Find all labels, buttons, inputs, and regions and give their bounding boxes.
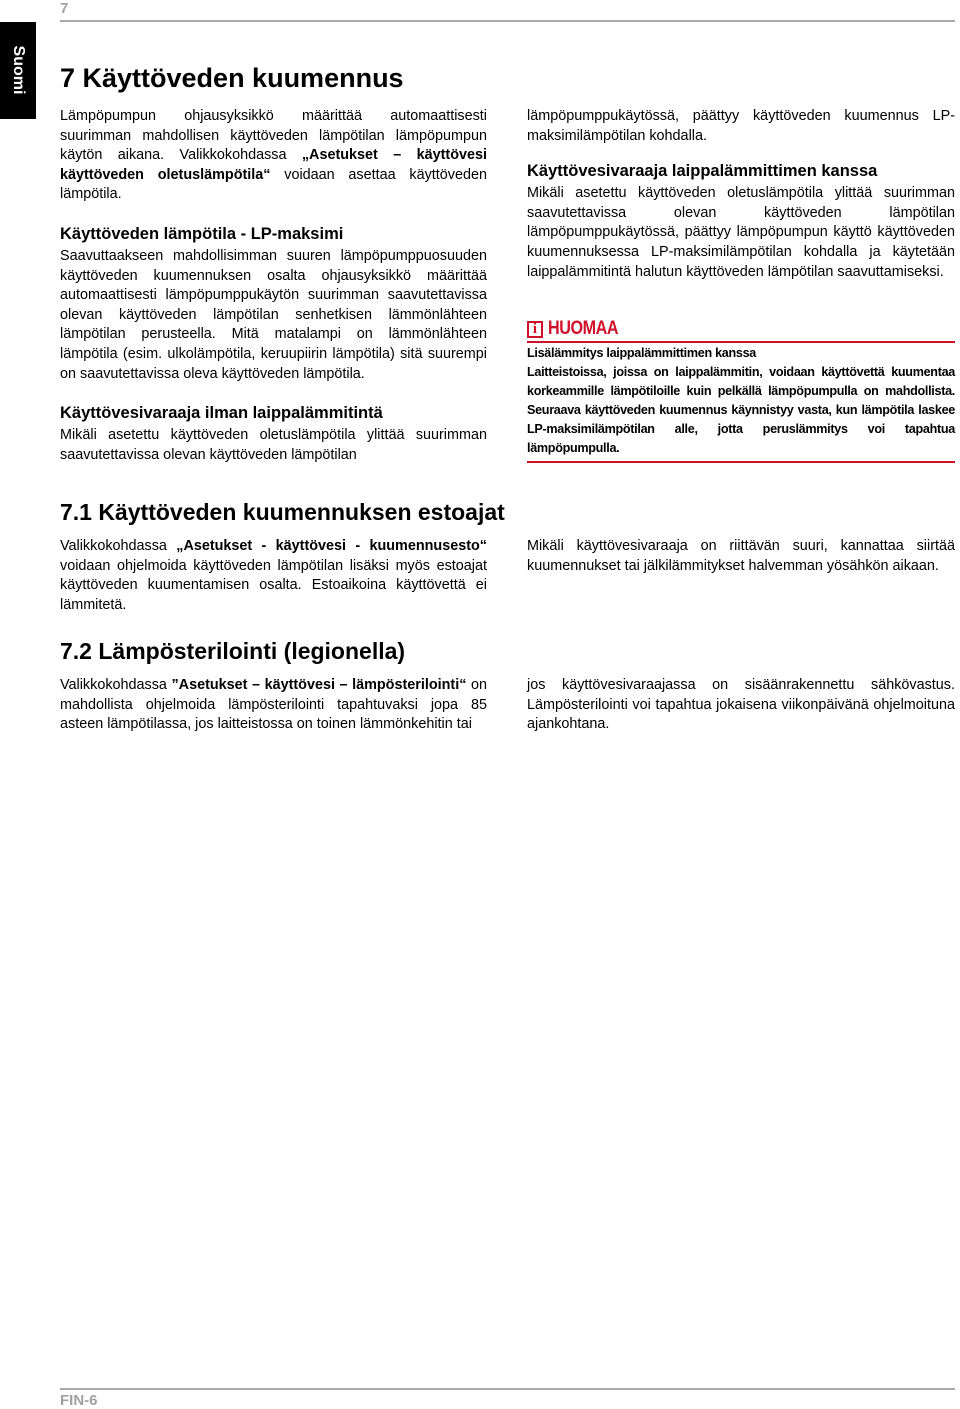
language-tab-label: Suomi: [10, 45, 27, 95]
section-7-1-left-paragraph: [60, 537, 487, 615]
section-7-2-left: [60, 676, 487, 735]
section-7-1-left: [60, 537, 487, 615]
s72-text-2: on mahdollista ohjelmoida lämpösterilointi tapahtuvaksi jopa 85 asteen lämpötilassa, jos laitteistossa on toinen lämmönkehitin tai: [60, 677, 487, 733]
s72-menu-path: ”Asetukset – käyttövesi – lämpösterilointi“: [171, 677, 467, 693]
section-7-1-right: [527, 537, 955, 576]
notice-body: [527, 343, 955, 458]
intro-paragraph: [60, 107, 487, 205]
notice-header: [527, 316, 955, 340]
intro-text-1: Lämpöpumpun ohjausyksikkö määrittää automaattisesti suurimman mahdollisen käyttöveden lämpötilan lämpöpumpun käytön aikana. Valikkokohdassa: [60, 108, 487, 164]
page-number-top: 7: [60, 0, 69, 17]
lp-maksimi-paragraph: Saavuttaakseen mahdollisimman suuren lämpöpumppuosuuden käyttöveden kuumennuksen osalta ohjausyksikkö määrittää automaattisesti lämpöpumppukäytön suurimman saavutettavissa olevan käyttöveden lämpötilan senhetkisen lämmönlähteen lämpötilan perusteella. Mitä matalampi on lämmönlähteen lämpötila (esim. ulkolämpötila, keruupiirin lämpötila) sitä suurempi on saavutettavissa oleva käyttöveden lämpötila.: [60, 247, 487, 382]
section-7-2-left-paragraph: [60, 676, 487, 735]
bottom-divider: [60, 1388, 955, 1390]
info-icon: i: [527, 321, 543, 338]
notice-subtitle: Lisälämmitys laippalämmittimen kanssa: [527, 346, 756, 360]
section-7-1-right-paragraph: Mikäli käyttövesivaraaja on riittävän suuri, kannattaa siirtää kuumennukset tai jälkilämmitykset halvemman yösähkön aikaan.: [527, 538, 955, 574]
top-divider: [60, 20, 955, 22]
s71-text-2: voidaan ohjelmoida käyttöveden lämpötilan lisäksi myös estoajat käyttöveden kuumentamisen osalta. Estoaikoina käyttövettä ei lämmitetä.: [60, 557, 487, 613]
left-column-upper: [60, 107, 487, 465]
page-code-bottom: FIN-6: [60, 1392, 98, 1409]
intro-menu-path: „Asetukset – käyttövesi käyttöveden oletuslämpötila“: [60, 147, 487, 183]
chapter-title: 7 Käyttöveden kuumennus: [60, 63, 404, 93]
s72-text-1: Valikkokohdassa: [60, 677, 172, 693]
language-side-tab: [0, 22, 36, 119]
subheading-lp-maksimi: Käyttöveden lämpötila - LP-maksimi: [60, 224, 344, 243]
notice-box: [527, 316, 955, 463]
intro-text-2: voidaan asettaa käyttöveden lämpötila.: [60, 166, 487, 203]
ilman-laippa-paragraph: Mikäli asetettu käyttöveden oletuslämpötila ylittää suurimman saavutettavissa olevan käyttöveden lämpötilan: [60, 427, 487, 463]
subheading-ilman-laippa: Käyttövesivaraaja ilman laippalämmitintä: [60, 404, 383, 423]
s71-text-1: Valikkokohdassa: [60, 538, 177, 554]
continued-paragraph: lämpöpumppukäytössä, päättyy käyttöveden kuumennus LP-maksimilämpötilan kohdalla.: [527, 108, 955, 144]
section-7-1-title: 7.1 Käyttöveden kuumennuksen estoajat: [60, 499, 505, 525]
subheading-laippa-kanssa: Käyttövesivaraaja laippalämmittimen kanssa: [527, 162, 878, 181]
notice-bottom-rule: [527, 461, 955, 463]
right-column-upper: [527, 107, 955, 282]
notice-text: Laitteistoissa, joissa on laippalämmitin, voidaan käyttövettä kuumentaa korkeammille lämpötiloille kuin pelkällä lämpöpumpulla on mahdollista. Seuraava käyttöveden kuumennus käynnistyy vasta, kun lämpötila laskee LP-maksimilämpötilan alle, jotta peruslämmitys voi tapahtua lämpöpumpulla.: [527, 365, 955, 455]
notice-title: HUOMAA: [548, 318, 619, 339]
laippa-kanssa-paragraph: Mikäli asetettu käyttöveden oletuslämpötila ylittää suurimman saavutettavissa olevan käyttöveden lämpötilan lämpöpumppukäytössä, päättyy lämpöpumpun käyttö käyttöveden kuumennuksessa LP-maksimilämpötilan kohdalla ja käytetään laippalämmitintä halutun käyttöveden lämpötilan saavuttamiseksi.: [527, 185, 955, 280]
section-7-2-right-paragraph: jos käyttövesivaraajassa on sisäänrakennettu sähkövastus. Lämpösterilointi voi tapahtua jokaisena viikonpäivänä ohjelmoituna ajankohtana.: [527, 677, 955, 733]
s71-menu-path: „Asetukset - käyttövesi - kuumennusesto“: [176, 538, 487, 554]
section-7-2-title: 7.2 Lämpösterilointi (legionella): [60, 638, 406, 664]
section-7-2-right: [527, 676, 955, 735]
